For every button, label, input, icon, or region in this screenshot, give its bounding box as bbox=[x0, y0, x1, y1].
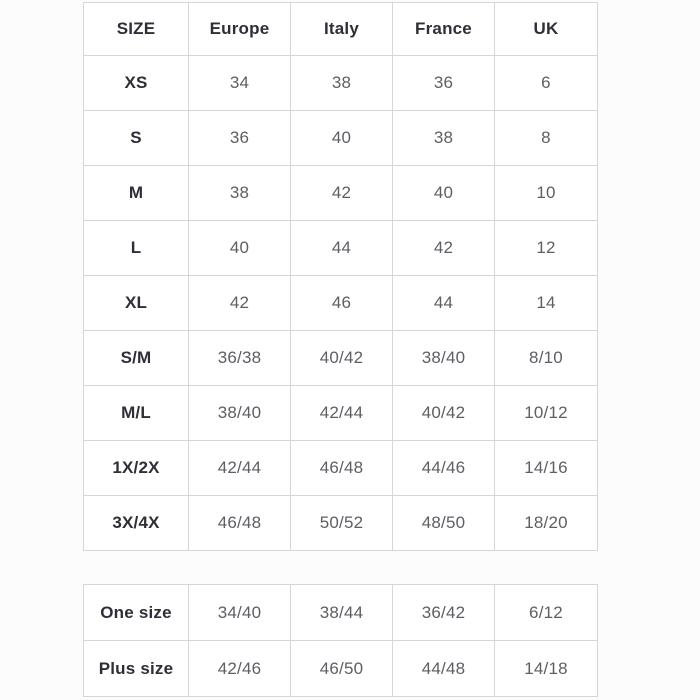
row-label: M bbox=[84, 166, 189, 221]
cell-europe: 42/46 bbox=[189, 641, 291, 697]
cell-europe: 42/44 bbox=[189, 441, 291, 496]
cell-italy: 46/48 bbox=[291, 441, 393, 496]
cell-europe: 40 bbox=[189, 221, 291, 276]
cell-france: 48/50 bbox=[393, 496, 495, 551]
table-row bbox=[84, 166, 598, 221]
cell-france: 40/42 bbox=[393, 386, 495, 441]
row-label: 1X/2X bbox=[84, 441, 189, 496]
cell-europe: 46/48 bbox=[189, 496, 291, 551]
table-row bbox=[84, 441, 598, 496]
cell-italy: 46 bbox=[291, 276, 393, 331]
cell-europe: 34/40 bbox=[189, 585, 291, 641]
cell-france: 44 bbox=[393, 276, 495, 331]
table-row bbox=[84, 386, 598, 441]
cell-france: 36/42 bbox=[393, 585, 495, 641]
cell-italy: 42/44 bbox=[291, 386, 393, 441]
row-label: XL bbox=[84, 276, 189, 331]
cell-uk: 14/18 bbox=[495, 641, 598, 697]
row-label: XS bbox=[84, 56, 189, 111]
column-header-italy: Italy bbox=[291, 3, 393, 56]
cell-france: 38/40 bbox=[393, 331, 495, 386]
cell-france: 40 bbox=[393, 166, 495, 221]
cell-europe: 36 bbox=[189, 111, 291, 166]
cell-france: 38 bbox=[393, 111, 495, 166]
cell-italy: 46/50 bbox=[291, 641, 393, 697]
row-label: 3X/4X bbox=[84, 496, 189, 551]
cell-italy: 42 bbox=[291, 166, 393, 221]
row-label: S/M bbox=[84, 331, 189, 386]
cell-europe: 38/40 bbox=[189, 386, 291, 441]
column-header-size: SIZE bbox=[84, 3, 189, 56]
cell-uk: 10/12 bbox=[495, 386, 598, 441]
row-label: Plus size bbox=[84, 641, 189, 697]
column-header-france: France bbox=[393, 3, 495, 56]
cell-italy: 50/52 bbox=[291, 496, 393, 551]
cell-uk: 18/20 bbox=[495, 496, 598, 551]
cell-france: 44/46 bbox=[393, 441, 495, 496]
column-header-europe: Europe bbox=[189, 3, 291, 56]
cell-europe: 36/38 bbox=[189, 331, 291, 386]
table-row bbox=[84, 641, 598, 697]
cell-uk: 12 bbox=[495, 221, 598, 276]
size-conversion-table bbox=[83, 2, 598, 551]
table-row bbox=[84, 221, 598, 276]
cell-italy: 40/42 bbox=[291, 331, 393, 386]
cell-italy: 38 bbox=[291, 56, 393, 111]
cell-europe: 38 bbox=[189, 166, 291, 221]
table-row bbox=[84, 331, 598, 386]
cell-italy: 38/44 bbox=[291, 585, 393, 641]
cell-france: 42 bbox=[393, 221, 495, 276]
cell-uk: 14 bbox=[495, 276, 598, 331]
table-row bbox=[84, 56, 598, 111]
table-row bbox=[84, 585, 598, 641]
cell-uk: 6 bbox=[495, 56, 598, 111]
table-row bbox=[84, 276, 598, 331]
cell-italy: 40 bbox=[291, 111, 393, 166]
header-row bbox=[84, 3, 598, 56]
cell-uk: 8 bbox=[495, 111, 598, 166]
cell-france: 36 bbox=[393, 56, 495, 111]
row-label: L bbox=[84, 221, 189, 276]
table-row bbox=[84, 496, 598, 551]
cell-france: 44/48 bbox=[393, 641, 495, 697]
cell-uk: 10 bbox=[495, 166, 598, 221]
row-label: M/L bbox=[84, 386, 189, 441]
row-label: One size bbox=[84, 585, 189, 641]
cell-uk: 6/12 bbox=[495, 585, 598, 641]
cell-uk: 8/10 bbox=[495, 331, 598, 386]
table-row bbox=[84, 111, 598, 166]
one-size-plus-size-table bbox=[83, 584, 598, 697]
cell-europe: 34 bbox=[189, 56, 291, 111]
cell-uk: 14/16 bbox=[495, 441, 598, 496]
column-header-uk: UK bbox=[495, 3, 598, 56]
cell-italy: 44 bbox=[291, 221, 393, 276]
row-label: S bbox=[84, 111, 189, 166]
cell-europe: 42 bbox=[189, 276, 291, 331]
